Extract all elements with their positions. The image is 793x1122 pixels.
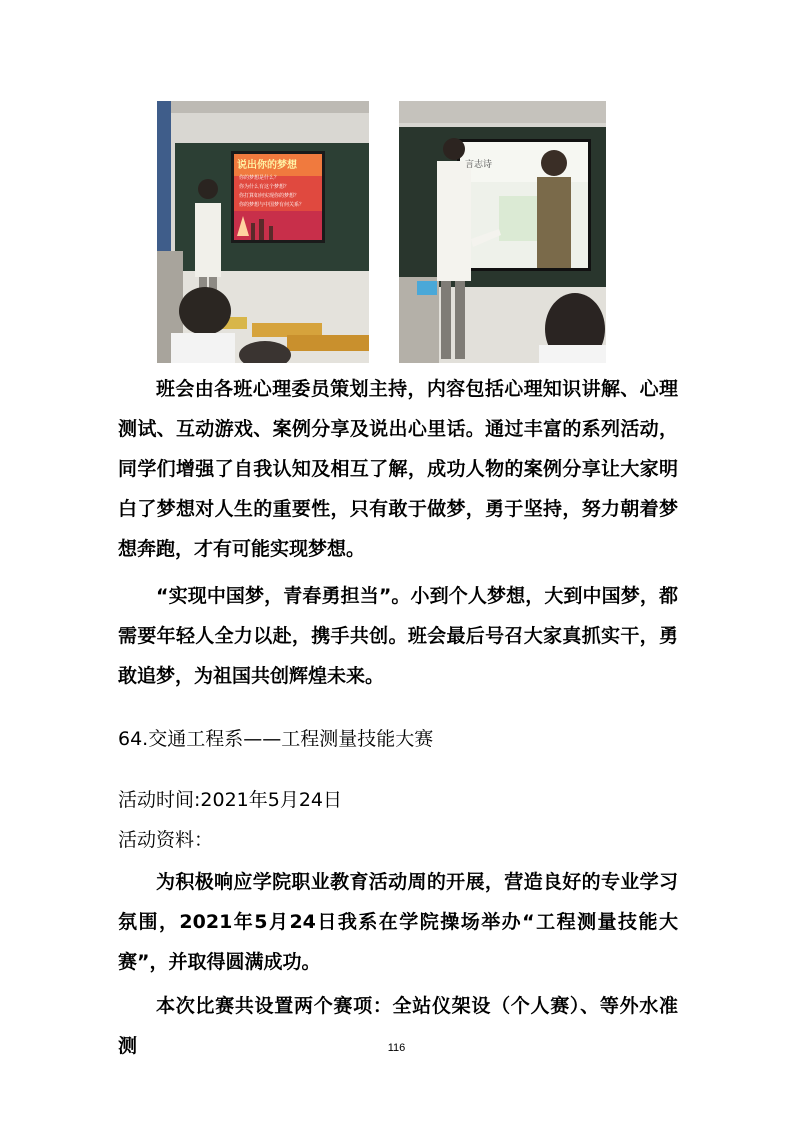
paragraph-text: 班会由各班心理委员策划主持，内容包括心理知识讲解、心理测试、互动游戏、案例分享及说出心里话。通过丰富的系列活动，同学们增强了自我认知及相互了解，成功人物的案例分享让大家明白了梦想对人生的重要性，只有敢于做梦，勇于坚持，努力朝着梦想奔跑，才有可能实现梦想。 [118, 378, 678, 560]
activity-material-label: 活动资料： [118, 829, 214, 851]
slide-item: 你的梦想是什么？ [239, 175, 280, 181]
slide-title: 言志诗 [465, 160, 493, 170]
page-number: 116 [387, 1042, 406, 1054]
slide-title: 说出你的梦想 [237, 160, 297, 171]
paragraph-class-meeting [118, 369, 678, 569]
slide-item: 你打算如何实现你的梦想？ [239, 193, 300, 199]
paragraph-chinese-dream [118, 576, 678, 696]
paragraph-competition-events [118, 986, 678, 1066]
paragraph-text: 本次比赛共设置两个赛项：全站仪架设（个人赛）、等外水准测 [118, 995, 678, 1057]
photo-classroom-presentation-1 [157, 101, 369, 363]
activity-time: 活动时间:2021年5月24日 [118, 789, 343, 811]
paragraph-competition-intro [118, 862, 678, 982]
photo-classroom-presentation-2 [399, 101, 606, 363]
slide-item-list [239, 174, 319, 210]
paragraph-text: “实现中国梦，青春勇担当”。小到个人梦想，大到中国梦，都需要年轻人全力以赴，携手共创。班会最后号召大家真抓实干，勇敢追梦，为祖国共创辉煌未来。 [118, 585, 678, 687]
slide-item: 你的梦想与中国梦有何关系？ [239, 202, 305, 208]
paragraph-text: 为积极响应学院职业教育活动周的开展，营造良好的专业学习氛围，2021年5月24日我系在学院操场举办“工程测量技能大赛”，并取得圆满成功。 [118, 871, 678, 973]
section-heading: 64.交通工程系——工程测量技能大赛 [118, 728, 434, 750]
slide-item: 你为什么有这个梦想？ [239, 184, 290, 190]
